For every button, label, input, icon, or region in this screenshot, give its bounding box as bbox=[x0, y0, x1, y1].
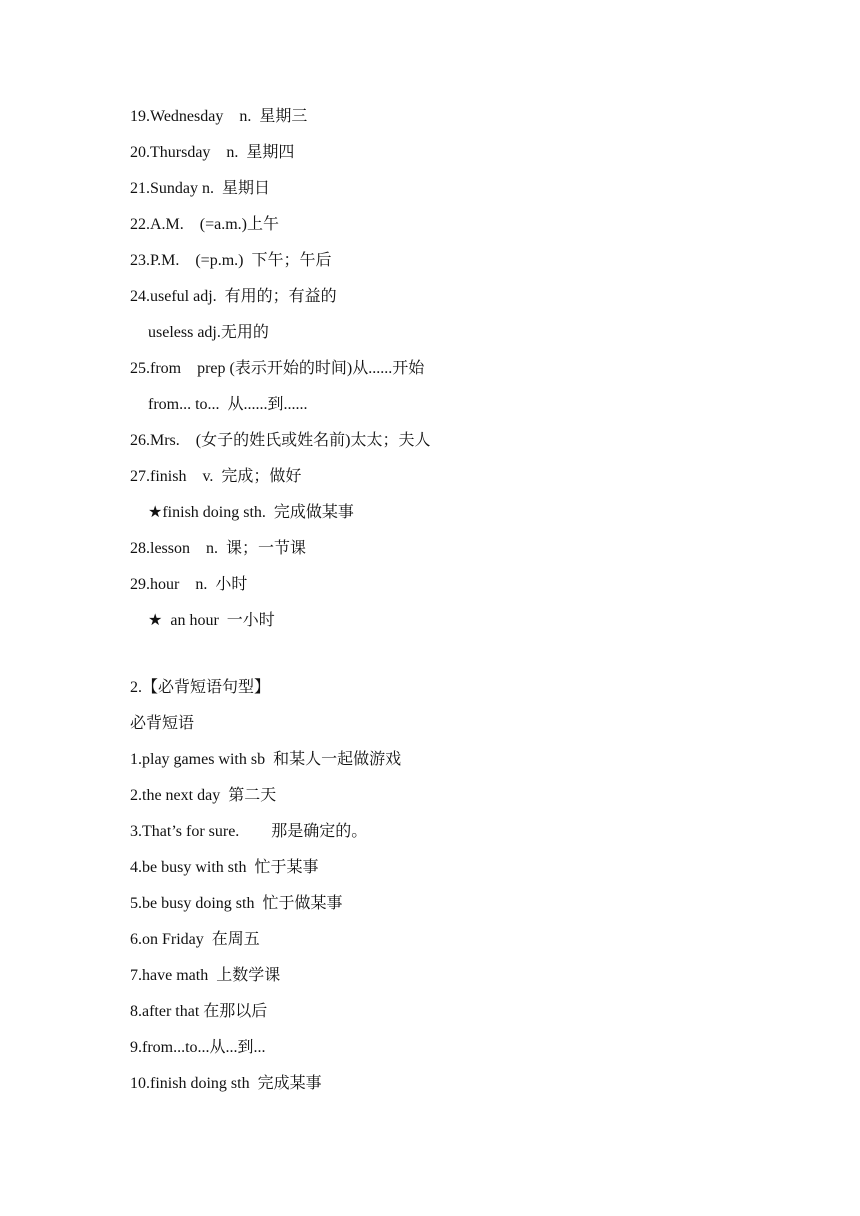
vocab-line-24: 24.useful adj. 有用的；有益的 bbox=[130, 288, 337, 305]
phrase-line-7: 7.have math 上数学课 bbox=[130, 967, 281, 984]
vocab-line-24-sub: useless adj.无用的 bbox=[148, 324, 269, 341]
vocab-line-19: 19.Wednesday n. 星期三 bbox=[130, 108, 308, 125]
vocab-line-27-sub: ★finish doing sth. 完成做某事 bbox=[148, 504, 354, 521]
section-heading: 2.【必背短语句型】 bbox=[130, 679, 271, 696]
phrase-line-3: 3.That’s for sure. 那是确定的。 bbox=[130, 823, 368, 840]
vocab-line-29: 29.hour n. 小时 bbox=[130, 576, 248, 593]
subheading: 必背短语 bbox=[130, 715, 195, 732]
vocab-line-29-sub: ★ an hour 一小时 bbox=[148, 612, 275, 629]
vocab-line-23: 23.P.M. (=p.m.) 下午；午后 bbox=[130, 252, 332, 269]
phrase-line-9: 9.from...to...从...到... bbox=[130, 1039, 266, 1056]
phrase-line-8: 8.after that 在那以后 bbox=[130, 1003, 268, 1020]
phrase-line-4: 4.be busy with sth 忙于某事 bbox=[130, 859, 319, 876]
vocab-line-25-sub: from... to... 从......到...... bbox=[148, 396, 308, 413]
section-spacer bbox=[130, 644, 810, 675]
vocab-line-21: 21.Sunday n. 星期日 bbox=[130, 180, 271, 197]
vocab-line-20: 20.Thursday n. 星期四 bbox=[130, 144, 295, 161]
phrase-line-2: 2.the next day 第二天 bbox=[130, 787, 277, 804]
phrase-line-10: 10.finish doing sth 完成某事 bbox=[130, 1075, 322, 1092]
phrase-line-1: 1.play games with sb 和某人一起做游戏 bbox=[130, 751, 402, 768]
vocab-line-27: 27.finish v. 完成；做好 bbox=[130, 468, 302, 485]
phrase-line-6: 6.on Friday 在周五 bbox=[130, 931, 260, 948]
vocab-line-22: 22.A.M. (=a.m.)上午 bbox=[130, 216, 280, 233]
vocab-line-26: 26.Mrs. (女子的姓氏或姓名前)太太；夫人 bbox=[130, 432, 431, 449]
vocab-line-25: 25.from prep (表示开始的时间)从......开始 bbox=[130, 360, 425, 377]
vocab-line-28: 28.lesson n. 课；一节课 bbox=[130, 540, 307, 557]
phrase-line-5: 5.be busy doing sth 忙于做某事 bbox=[130, 895, 343, 912]
document-body bbox=[130, 104, 810, 1107]
